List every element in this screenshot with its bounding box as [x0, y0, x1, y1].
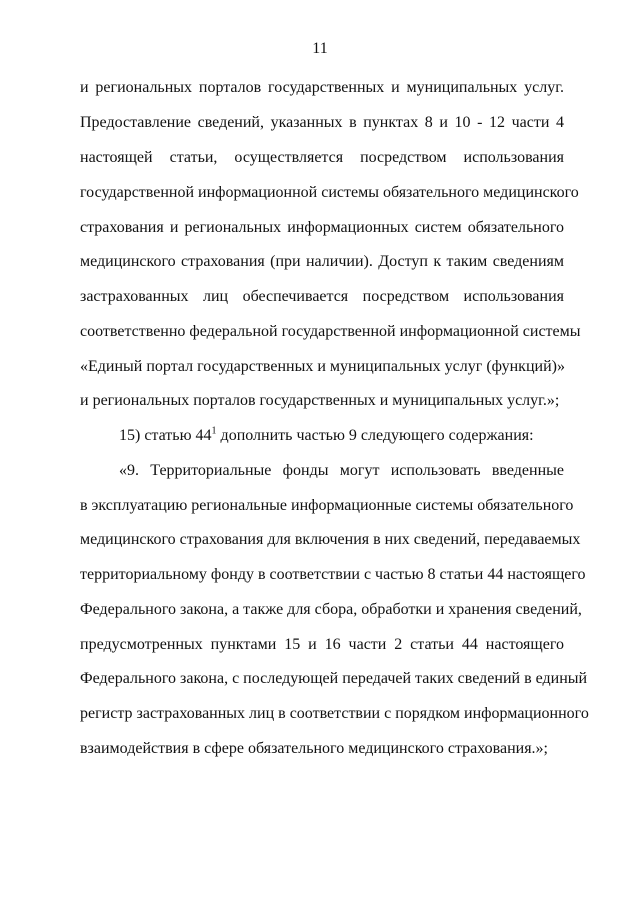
text-line: предусмотренных пунктами 15 и 16 части 2 статьи 44 настоящего	[80, 636, 564, 653]
text-line: Федерального закона, а также для сбора, обработки и хранения сведений,	[80, 601, 582, 618]
text-line: и региональных порталов государственных и муниципальных услуг.	[80, 79, 564, 96]
text-line: территориальному фонду в соответствии с частью 8 статьи 44 настоящего	[80, 566, 586, 583]
text-line: взаимодействия в сфере обязательного медицинского страхования.»;	[80, 740, 548, 757]
text-line: настоящей статьи, осуществляется посредством использования	[80, 149, 564, 166]
text-line: медицинского страхования для включения в них сведений, передаваемых	[80, 531, 581, 548]
text-line: соответственно федеральной государственной информационной системы	[80, 323, 581, 340]
amendment-item-15-end: дополнить частью 9 следующего содержания:	[216, 427, 534, 444]
text-line: страхования и региональных информационных систем обязательного	[80, 219, 564, 236]
text-line: и региональных порталов государственных и муниципальных услуг.»;	[80, 392, 560, 409]
text-line: Федерального закона, с последующей передачей таких сведений в единый	[80, 670, 588, 687]
text-line: медицинского страхования (при наличии). Доступ к таким сведениям	[80, 253, 564, 270]
text-line: в эксплуатацию региональные информационные системы обязательного	[80, 497, 574, 514]
text-line: Предоставление сведений, указанных в пунктах 8 и 10 - 12 части 4	[80, 114, 564, 131]
amendment-item-15	[119, 427, 564, 445]
page-number: 11	[312, 40, 328, 57]
amendment-item-15-start: 15) статью 44	[119, 427, 212, 444]
text-line: регистр застрахованных лиц в соответствии с порядком информационного	[80, 705, 589, 722]
text-line: застрахованных лиц обеспечивается посредством использования	[80, 288, 564, 305]
text-line: государственной информационной системы обязательного медицинского	[80, 184, 579, 201]
text-line: «Единый портал государственных и муниципальных услуг (функций)»	[80, 358, 565, 375]
text-line: «9. Территориальные фонды могут использовать введенные	[119, 462, 564, 479]
article-superscript: 1	[211, 425, 217, 437]
